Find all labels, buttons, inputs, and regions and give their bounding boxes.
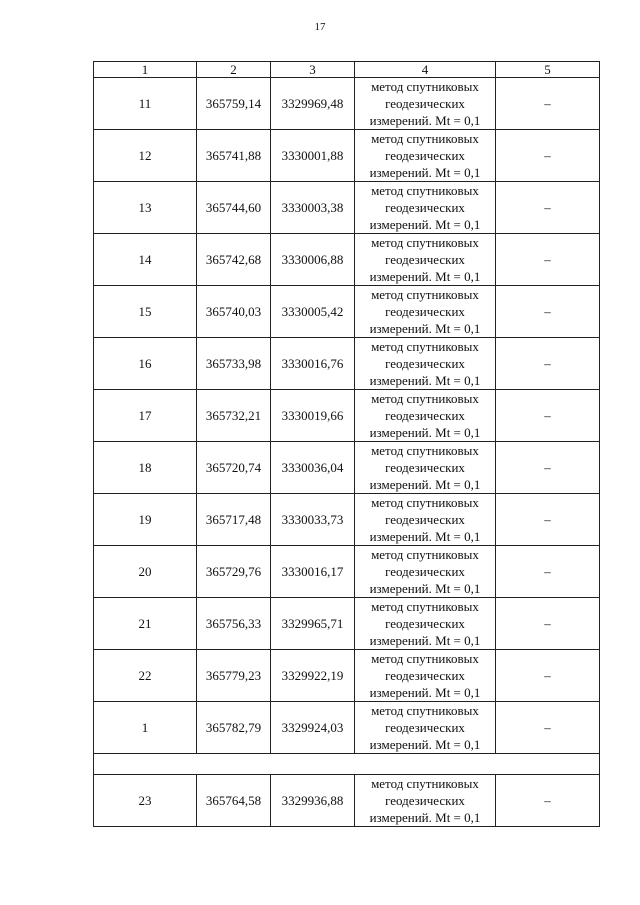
header-col-1: 1 (94, 62, 197, 78)
spacer-cell (94, 754, 600, 775)
method-line: измерений. Mt = 0,1 (369, 217, 481, 232)
method-line: метод спутниковых (371, 79, 479, 94)
table-row (94, 338, 600, 390)
header-col-4: 4 (355, 62, 496, 78)
method-line: измерений. Mt = 0,1 (369, 581, 481, 596)
method-line: метод спутниковых (371, 339, 479, 354)
x-coordinate-cell: 365759,14 (197, 78, 271, 130)
col5-cell: – (496, 598, 600, 650)
point-number-cell: 20 (94, 546, 197, 598)
x-coordinate-cell: 365717,48 (197, 494, 271, 546)
col5-cell: – (496, 390, 600, 442)
method-line: измерений. Mt = 0,1 (369, 529, 481, 544)
method-line: измерений. Mt = 0,1 (369, 737, 481, 752)
y-coordinate-cell: 3330016,76 (271, 338, 355, 390)
col5-cell: – (496, 78, 600, 130)
table-row (94, 286, 600, 338)
x-coordinate-cell: 365742,68 (197, 234, 271, 286)
col5-cell: – (496, 775, 600, 827)
y-coordinate-cell: 3330033,73 (271, 494, 355, 546)
method-cell (355, 286, 496, 338)
method-cell (355, 78, 496, 130)
method-line: метод спутниковых (371, 651, 479, 666)
table-gap (94, 754, 600, 775)
y-coordinate-cell: 3330001,88 (271, 130, 355, 182)
table-row (94, 775, 600, 827)
y-coordinate-cell: 3330036,04 (271, 442, 355, 494)
method-line: измерений. Mt = 0,1 (369, 425, 481, 440)
method-cell (355, 494, 496, 546)
method-line: измерений. Mt = 0,1 (369, 321, 481, 336)
method-line: измерений. Mt = 0,1 (369, 113, 481, 128)
method-cell (355, 598, 496, 650)
point-number-cell: 16 (94, 338, 197, 390)
table-body (94, 78, 600, 754)
col5-cell: – (496, 234, 600, 286)
x-coordinate-cell: 365740,03 (197, 286, 271, 338)
col5-cell: – (496, 494, 600, 546)
col5-cell: – (496, 286, 600, 338)
method-line: геодезических (385, 564, 465, 579)
method-line: геодезических (385, 616, 465, 631)
method-line: метод спутниковых (371, 703, 479, 718)
method-line: измерений. Mt = 0,1 (369, 373, 481, 388)
method-cell (355, 775, 496, 827)
x-coordinate-cell: 365779,23 (197, 650, 271, 702)
method-line: метод спутниковых (371, 443, 479, 458)
method-line: измерений. Mt = 0,1 (369, 269, 481, 284)
point-number-cell: 15 (94, 286, 197, 338)
point-number-cell: 17 (94, 390, 197, 442)
y-coordinate-cell: 3329936,88 (271, 775, 355, 827)
method-line: метод спутниковых (371, 391, 479, 406)
method-cell (355, 390, 496, 442)
method-line: геодезических (385, 356, 465, 371)
table-row (94, 494, 600, 546)
col5-cell: – (496, 546, 600, 598)
x-coordinate-cell: 365764,58 (197, 775, 271, 827)
method-line: измерений. Mt = 0,1 (369, 685, 481, 700)
point-number-cell: 21 (94, 598, 197, 650)
method-line: геодезических (385, 252, 465, 267)
point-number-cell: 14 (94, 234, 197, 286)
table-row (94, 598, 600, 650)
col5-cell: – (496, 702, 600, 754)
y-coordinate-cell: 3330019,66 (271, 390, 355, 442)
y-coordinate-cell: 3329922,19 (271, 650, 355, 702)
table-row (94, 702, 600, 754)
point-number-cell: 13 (94, 182, 197, 234)
col5-cell: – (496, 130, 600, 182)
header-col-2: 2 (197, 62, 271, 78)
method-line: геодезических (385, 793, 465, 808)
method-line: измерений. Mt = 0,1 (369, 165, 481, 180)
method-cell (355, 130, 496, 182)
col5-cell: – (496, 650, 600, 702)
method-cell (355, 650, 496, 702)
point-number-cell: 19 (94, 494, 197, 546)
method-line: геодезических (385, 200, 465, 215)
point-number-cell: 22 (94, 650, 197, 702)
method-cell (355, 338, 496, 390)
point-number-cell: 1 (94, 702, 197, 754)
y-coordinate-cell: 3329924,03 (271, 702, 355, 754)
table-row (94, 442, 600, 494)
method-line: метод спутниковых (371, 776, 479, 791)
y-coordinate-cell: 3330005,42 (271, 286, 355, 338)
table-row (94, 546, 600, 598)
col5-cell: – (496, 338, 600, 390)
method-line: геодезических (385, 668, 465, 683)
table-row (94, 390, 600, 442)
method-line: геодезических (385, 96, 465, 111)
y-coordinate-cell: 3329969,48 (271, 78, 355, 130)
method-line: геодезических (385, 460, 465, 475)
spacer-row (94, 754, 600, 775)
method-cell (355, 702, 496, 754)
method-line: метод спутниковых (371, 235, 479, 250)
method-cell (355, 182, 496, 234)
x-coordinate-cell: 365720,74 (197, 442, 271, 494)
x-coordinate-cell: 365782,79 (197, 702, 271, 754)
method-line: измерений. Mt = 0,1 (369, 810, 481, 825)
method-line: метод спутниковых (371, 287, 479, 302)
method-line: измерений. Mt = 0,1 (369, 477, 481, 492)
table-row (94, 130, 600, 182)
x-coordinate-cell: 365729,76 (197, 546, 271, 598)
header-col-3: 3 (271, 62, 355, 78)
col5-cell: – (496, 442, 600, 494)
method-line: метод спутниковых (371, 599, 479, 614)
method-cell (355, 234, 496, 286)
method-line: геодезических (385, 148, 465, 163)
y-coordinate-cell: 3330016,17 (271, 546, 355, 598)
method-line: метод спутниковых (371, 495, 479, 510)
point-number-cell: 18 (94, 442, 197, 494)
x-coordinate-cell: 365756,33 (197, 598, 271, 650)
x-coordinate-cell: 365741,88 (197, 130, 271, 182)
method-cell (355, 546, 496, 598)
method-line: метод спутниковых (371, 183, 479, 198)
table-row (94, 78, 600, 130)
header-col-5: 5 (496, 62, 600, 78)
col5-cell: – (496, 182, 600, 234)
table-body-after-gap (94, 775, 600, 827)
table-header-row (94, 62, 600, 78)
x-coordinate-cell: 365733,98 (197, 338, 271, 390)
method-line: геодезических (385, 512, 465, 527)
x-coordinate-cell: 365732,21 (197, 390, 271, 442)
method-line: метод спутниковых (371, 131, 479, 146)
table-row (94, 650, 600, 702)
y-coordinate-cell: 3329965,71 (271, 598, 355, 650)
point-number-cell: 23 (94, 775, 197, 827)
method-cell (355, 442, 496, 494)
x-coordinate-cell: 365744,60 (197, 182, 271, 234)
method-line: метод спутниковых (371, 547, 479, 562)
coordinates-table (93, 61, 600, 827)
method-line: измерений. Mt = 0,1 (369, 633, 481, 648)
method-line: геодезических (385, 720, 465, 735)
table-row (94, 234, 600, 286)
point-number-cell: 11 (94, 78, 197, 130)
table-row (94, 182, 600, 234)
y-coordinate-cell: 3330003,38 (271, 182, 355, 234)
page-number: 17 (314, 21, 326, 33)
method-line: геодезических (385, 408, 465, 423)
point-number-cell: 12 (94, 130, 197, 182)
y-coordinate-cell: 3330006,88 (271, 234, 355, 286)
method-line: геодезических (385, 304, 465, 319)
